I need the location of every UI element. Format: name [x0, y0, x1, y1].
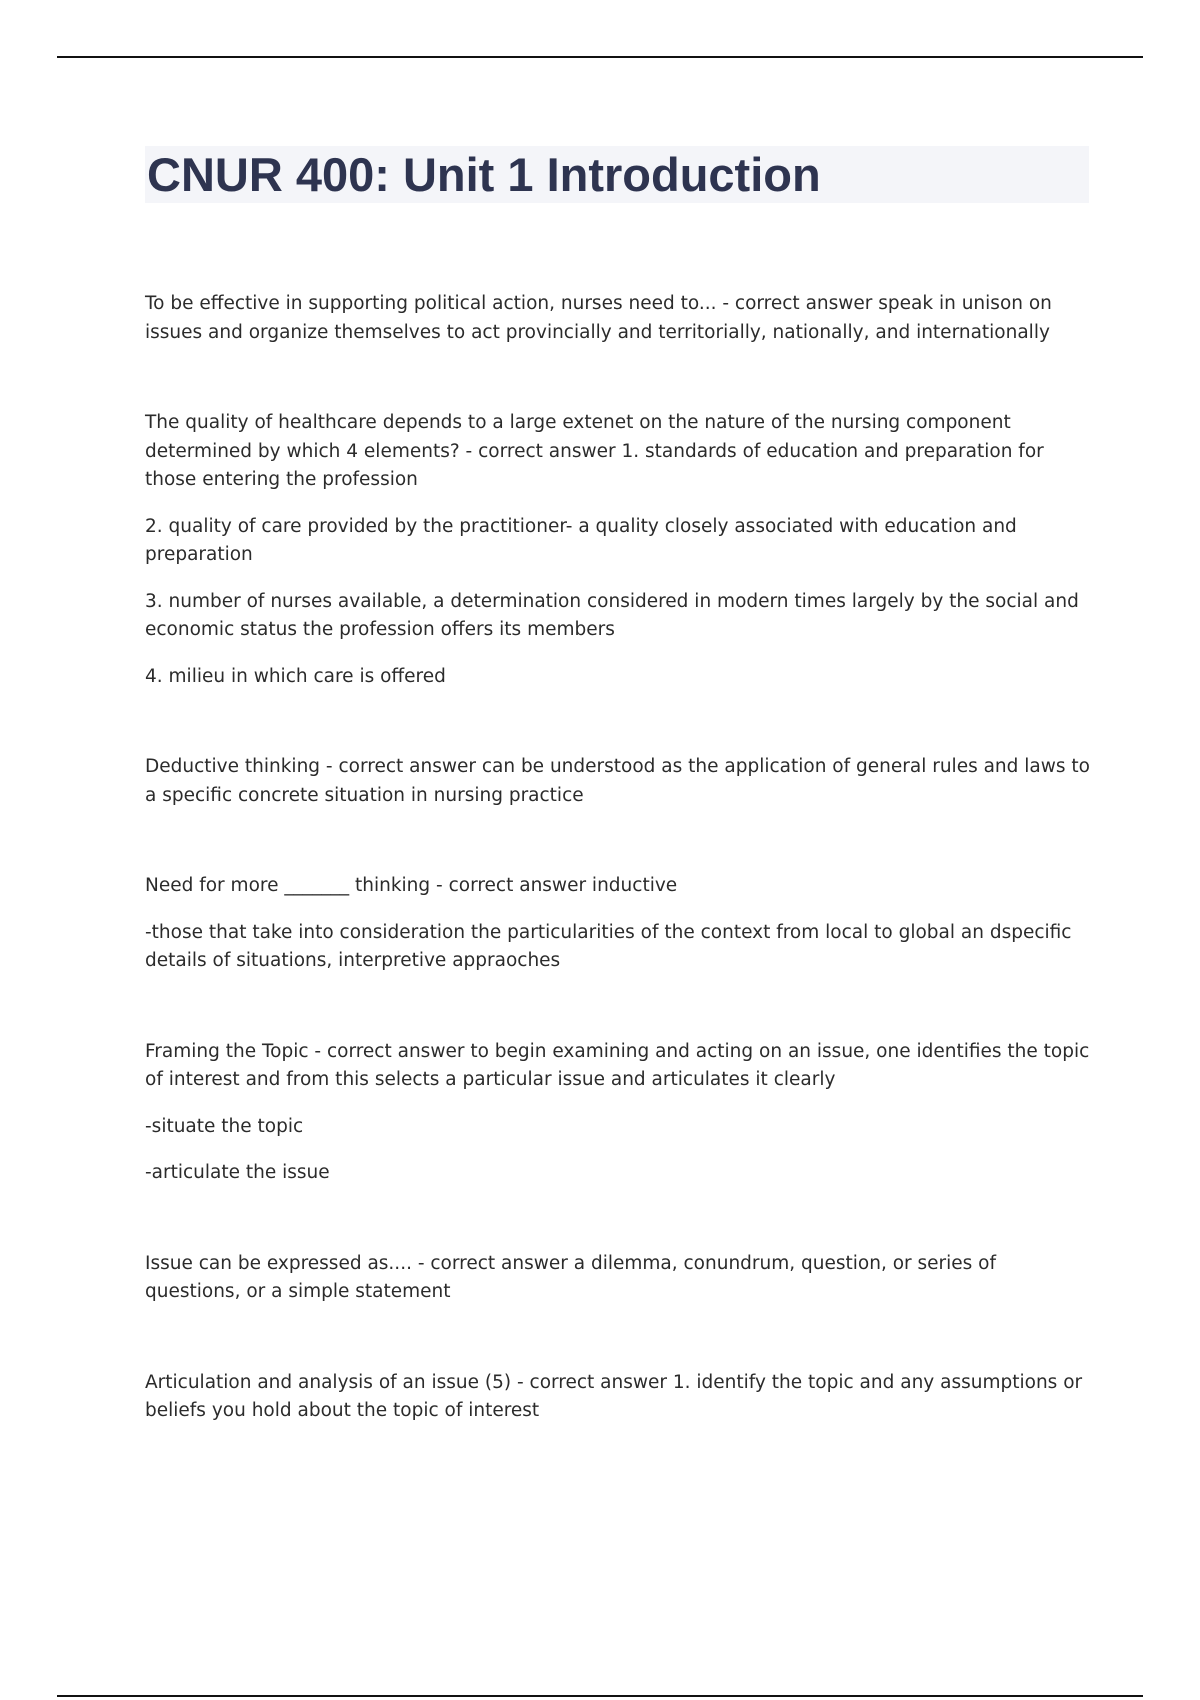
qa-text: Need for more _______ thinking - correct answer inductive: [145, 875, 678, 896]
qa-text: -situate the topic: [145, 1115, 304, 1137]
qa-entry: [145, 872, 1090, 976]
document-body: [145, 290, 1090, 1488]
qa-entry: [145, 409, 1090, 691]
page-title: CNUR 400: Unit 1 Introduction: [147, 148, 821, 201]
qa-text: 2. quality of care provided by the practitioner- a quality closely associated with education and preparation: [145, 515, 1017, 565]
top-rule: [57, 56, 1143, 58]
qa-entry: [145, 290, 1090, 347]
qa-text: -articulate the issue: [145, 1162, 330, 1183]
qa-text: 4. milieu in which care is offered: [145, 665, 446, 687]
qa-entry: [145, 1038, 1090, 1188]
title-banner: [145, 146, 1089, 203]
qa-entry: [145, 1250, 1090, 1307]
qa-entry: [145, 753, 1090, 810]
qa-text: Issue can be expressed as.... - correct answer a dilemma, conundrum, question, or series of questions, or a simple statement: [145, 1252, 997, 1302]
qa-entry: [145, 1369, 1090, 1426]
qa-text: Deductive thinking - correct answer can be understood as the application of general rules and laws to a specific concrete situation in nursing practice: [145, 756, 1090, 806]
qa-text: The quality of healthcare depends to a large extenet on the nature of the nursing component determined by which 4 elements? - correct answer 1. standards of education and preparation for those entering the profession: [145, 412, 1044, 490]
qa-text: Articulation and analysis of an issue (5) - correct answer 1. identify the topic and any assumptions or beliefs you hold about the topic of interest: [145, 1371, 1083, 1421]
bottom-rule: [57, 1695, 1143, 1697]
qa-text: To be effective in supporting political action, nurses need to... - correct answer speak in unison on issues and organize themselves to act provincially and territorially, nationally, and internationally: [145, 293, 1052, 343]
qa-text: 3. number of nurses available, a determination considered in modern times largely by the social and economic status the profession offers its members: [145, 590, 1079, 640]
qa-text: -those that take into consideration the particularities of the context from local to global an dspecific details of situations, interpretive appraoches: [145, 921, 1072, 971]
qa-text: Framing the Topic - correct answer to begin examining and acting on an issue, one identifies the topic of interest and from this selects a particular issue and articulates it clearly: [145, 1040, 1090, 1090]
